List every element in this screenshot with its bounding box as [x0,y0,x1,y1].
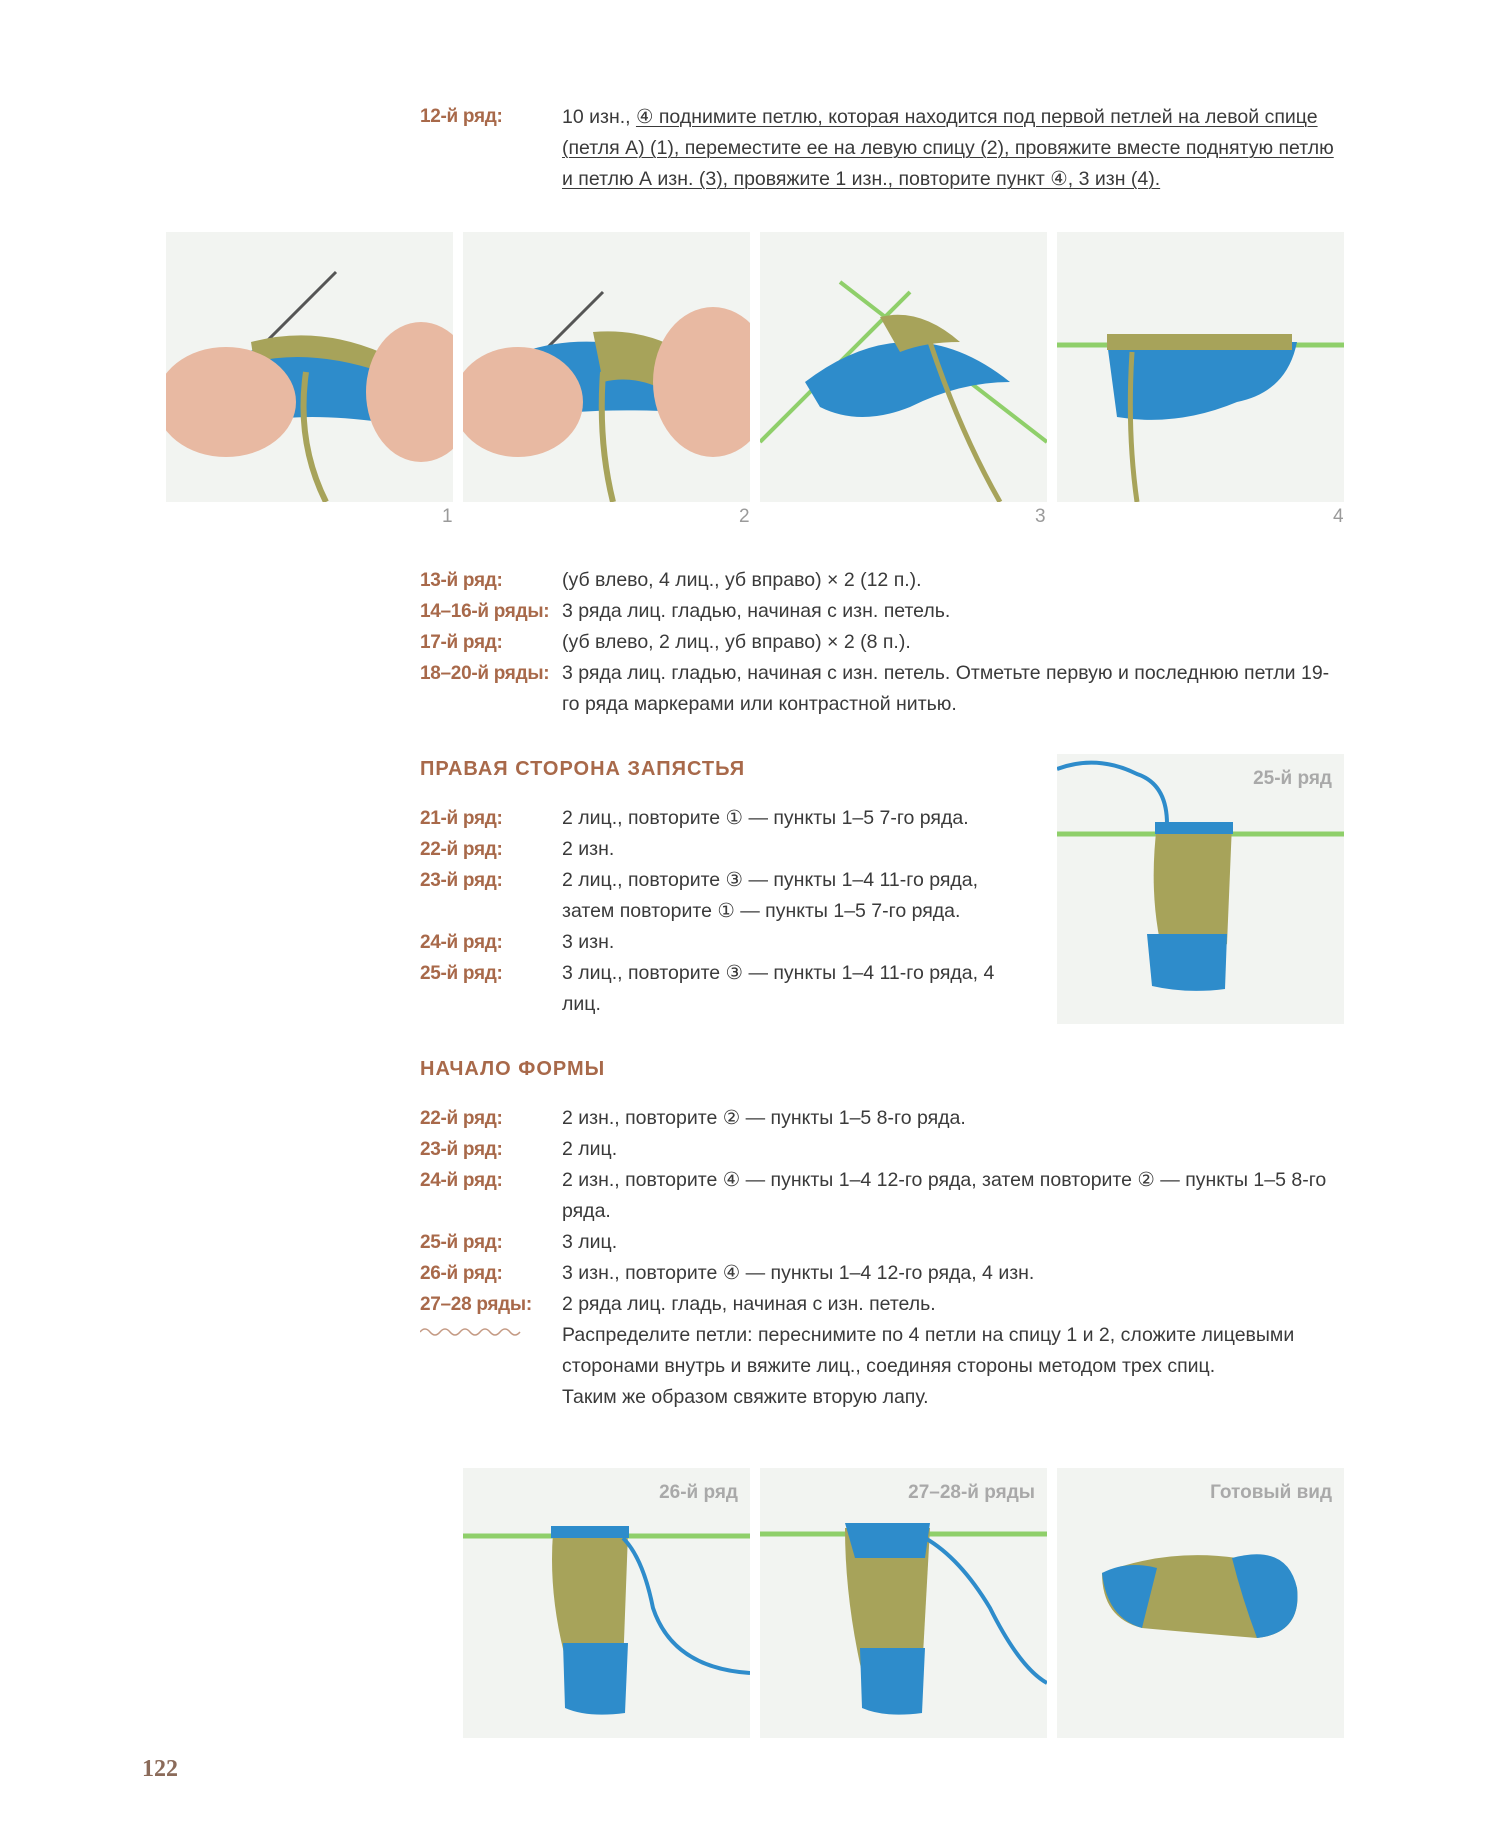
row-24-label: 24-й ряд: [420,932,503,953]
section-shape-heading: НАЧАЛО ФОРМЫ [420,1058,606,1080]
row-22-text: 2 изн. [562,838,615,860]
shape-row-25-text: 3 лиц. [562,1231,618,1253]
photo-finished [1057,1468,1344,1738]
shape-row-27-28-label: 27–28 ряды: [420,1294,532,1315]
row-18-20-text: 3 ряда лиц. гладью, начиная с изн. петель. Отметьте первую и последнюю петли 19-го ряда маркерами или контрастной нитью. [562,662,1330,715]
photo-number-2: 2 [739,506,750,527]
row-25-label: 25-й ряд: [420,963,503,984]
photo-row-25-caption: 25-й ряд [1253,768,1332,789]
row-12-label: 12-й ряд: [420,106,503,127]
row-21-text: 2 лиц., повторите ① — пункты 1–5 7-го ряда. [562,807,969,829]
row-24-text: 3 изн. [562,931,615,953]
photo-row-26-caption: 26-й ряд [659,1482,738,1503]
shape-row-24-label: 24-й ряд: [420,1170,503,1191]
shape-row-23-label: 23-й ряд: [420,1139,503,1160]
section-wrist-heading: ПРАВАЯ СТОРОНА ЗАПЯСТЬЯ [420,758,746,780]
shape-row-27-28-text: 2 ряда лиц. гладь, начиная с изн. петель. [562,1293,936,1315]
row-21-label: 21-й ряд: [420,808,503,829]
photo-step-1 [166,232,453,502]
finish-text-2: Таким же образом свяжите вторую лапу. [562,1386,929,1408]
row-13-label: 13-й ряд: [420,570,503,591]
shape-row-26-label: 26-й ряд: [420,1263,503,1284]
row-12-text [562,102,1342,195]
photo-number-4: 4 [1333,506,1344,527]
shape-row-22-label: 22-й ряд: [420,1108,503,1129]
page-number: 122 [142,1756,178,1782]
shape-row-25-label: 25-й ряд: [420,1232,503,1253]
photo-step-3 [760,232,1047,502]
row-22-label: 22-й ряд: [420,839,503,860]
photo-rows-27-28 [760,1468,1047,1738]
row-23-label: 23-й ряд: [420,870,503,891]
photo-step-2 [463,232,750,502]
photo-number-3: 3 [1035,506,1046,527]
photo-rows-27-28-caption: 27–28-й ряды [908,1482,1035,1503]
row-14-16-text: 3 ряда лиц. гладью, начиная с изн. петель. [562,600,951,622]
photo-row-25 [1057,754,1344,1024]
row-17-text: (уб влево, 2 лиц., уб вправо) × 2 (8 п.). [562,631,911,653]
wavy-divider [420,1326,525,1338]
shape-row-26-text: 3 изн., повторите ④ — пункты 1–4 12-го ряда, 4 изн. [562,1262,1035,1284]
shape-row-23-text: 2 лиц. [562,1138,618,1160]
row-17-label: 17-й ряд: [420,632,503,653]
photo-row-26 [463,1468,750,1738]
shape-row-22-text: 2 изн., повторите ② — пункты 1–5 8-го ряда. [562,1107,966,1129]
photo-number-1: 1 [442,506,453,527]
finish-text-1: Распределите петли: переснимите по 4 петли на спицу 1 и 2, сложите лицевыми сторонами внутрь и вяжите лиц., соединяя стороны методом трех спиц. [562,1324,1295,1377]
row-14-16-label: 14–16-й ряды: [420,601,550,622]
row-12-underlined: ④ поднимите петлю, которая находится под первой петлей на левой спице (петля А) (1), переместите ее на левую спицу (2), провяжите вместе поднятую петлю и петлю А изн. (3), провяжите 1 изн., повторите пункт ④, 3 изн (4). [562,106,1334,190]
row-18-20-label: 18–20-й ряды: [420,663,550,684]
row-12-plain: 10 изн., [562,106,636,128]
row-25-text: 3 лиц., повторите ③ — пункты 1–4 11-го ряда, 4 лиц. [562,962,995,1015]
shape-row-24-text: 2 изн., повторите ④ — пункты 1–4 12-го ряда, затем повторите ② — пункты 1–5 8-го ряда. [562,1169,1327,1222]
photo-step-4 [1057,232,1344,502]
row-13-text: (уб влево, 4 лиц., уб вправо) × 2 (12 п.). [562,569,922,591]
row-23-text: 2 лиц., повторите ③ — пункты 1–4 11-го ряда, затем повторите ① — пункты 1–5 7-го ряда. [562,869,979,922]
photo-finished-caption: Готовый вид [1210,1482,1332,1503]
